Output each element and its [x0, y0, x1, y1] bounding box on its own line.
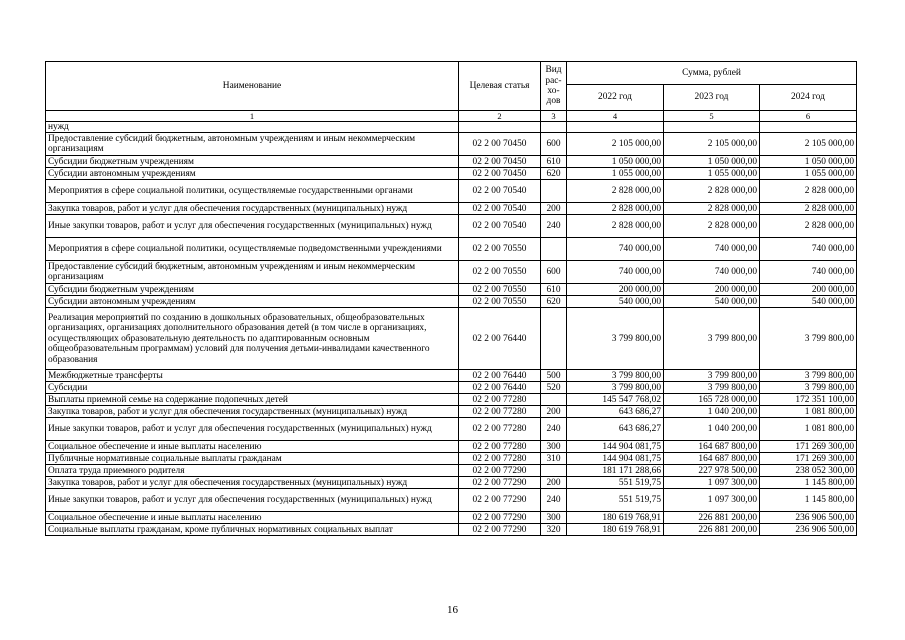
row-target-article: 02 2 00 77280: [459, 394, 541, 406]
row-amount-2024: 3 799 800,00: [760, 308, 857, 370]
row-amount-2023: 226 881 200,00: [664, 512, 760, 524]
row-expense-type: 500: [541, 370, 567, 382]
row-expense-type: [541, 122, 567, 133]
table-row: [46, 418, 857, 441]
row-amount-2024: 2 828 000,00: [760, 180, 857, 203]
row-amount-2022: 144 904 081,75: [567, 453, 664, 465]
row-target-article: 02 2 00 77290: [459, 465, 541, 477]
row-amount-2022: 2 828 000,00: [567, 180, 664, 203]
row-target-article: 02 2 00 70450: [459, 133, 541, 156]
row-name: Субсидии: [46, 382, 459, 394]
row-name: Социальные выплаты гражданам, кроме публичных нормативных социальных выплат: [46, 524, 459, 536]
row-target-article: 02 2 00 77290: [459, 477, 541, 489]
row-target-article: 02 2 00 70450: [459, 168, 541, 180]
table-row: [46, 477, 857, 489]
row-expense-type: 320: [541, 524, 567, 536]
column-index: 2: [459, 111, 541, 122]
header-name: Наименование: [46, 62, 459, 111]
header-2023: 2023 год: [664, 85, 760, 111]
table-row: [46, 441, 857, 453]
row-expense-type: [541, 238, 567, 261]
header-2022: 2022 год: [567, 85, 664, 111]
table-row: [46, 238, 857, 261]
row-amount-2022: 2 828 000,00: [567, 203, 664, 215]
table-row: [46, 406, 857, 418]
row-amount-2023: 1 040 200,00: [664, 406, 760, 418]
row-name: нужд: [46, 122, 459, 133]
table-row: [46, 489, 857, 512]
row-amount-2022: 145 547 768,02: [567, 394, 664, 406]
row-expense-type: 300: [541, 512, 567, 524]
row-expense-type: 520: [541, 382, 567, 394]
row-amount-2023: 740 000,00: [664, 261, 760, 284]
row-target-article: 02 2 00 70540: [459, 203, 541, 215]
row-name: Закупка товаров, работ и услуг для обеспечения государственных (муниципальных) нужд: [46, 406, 459, 418]
row-target-article: 02 2 00 77280: [459, 453, 541, 465]
row-amount-2024: 200 000,00: [760, 284, 857, 296]
row-name: Иные закупки товаров, работ и услуг для обеспечения государственных (муниципальных) нужд: [46, 215, 459, 238]
row-target-article: 02 2 00 70540: [459, 215, 541, 238]
row-name: Субсидии бюджетным учреждениям: [46, 284, 459, 296]
table-row: [46, 180, 857, 203]
row-target-article: 02 2 00 70550: [459, 261, 541, 284]
row-target-article: 02 2 00 77290: [459, 524, 541, 536]
row-expense-type: 240: [541, 215, 567, 238]
row-target-article: 02 2 00 77280: [459, 441, 541, 453]
row-amount-2023: 165 728 000,00: [664, 394, 760, 406]
row-name: Выплаты приемной семье на содержание подопечных детей: [46, 394, 459, 406]
row-expense-type: 200: [541, 406, 567, 418]
row-name: Закупка товаров, работ и услуг для обеспечения государственных (муниципальных) нужд: [46, 477, 459, 489]
row-expense-type: 200: [541, 203, 567, 215]
row-name: Иные закупки товаров, работ и услуг для обеспечения государственных (муниципальных) нужд: [46, 418, 459, 441]
row-expense-type: 240: [541, 418, 567, 441]
column-index: 3: [541, 111, 567, 122]
row-amount-2024: 2 105 000,00: [760, 133, 857, 156]
row-amount-2023: 164 687 800,00: [664, 453, 760, 465]
row-name: Межбюджетные трансферты: [46, 370, 459, 382]
row-amount-2023: 1 097 300,00: [664, 489, 760, 512]
row-amount-2022: 740 000,00: [567, 261, 664, 284]
row-amount-2024: 2 828 000,00: [760, 203, 857, 215]
table-row: [46, 261, 857, 284]
row-target-article: 02 2 00 76440: [459, 370, 541, 382]
table-row: [46, 453, 857, 465]
row-target-article: 02 2 00 70550: [459, 238, 541, 261]
row-target-article: 02 2 00 70450: [459, 156, 541, 168]
row-expense-type: 600: [541, 133, 567, 156]
header-2024: 2024 год: [760, 85, 857, 111]
table-row: [46, 524, 857, 536]
row-amount-2024: 236 906 500,00: [760, 524, 857, 536]
row-amount-2024: 1 145 800,00: [760, 477, 857, 489]
row-expense-type: 610: [541, 156, 567, 168]
row-expense-type: 610: [541, 284, 567, 296]
column-index: 1: [46, 111, 459, 122]
row-amount-2024: 238 052 300,00: [760, 465, 857, 477]
row-amount-2023: 1 040 200,00: [664, 418, 760, 441]
row-amount-2022: 181 171 288,66: [567, 465, 664, 477]
row-expense-type: 240: [541, 489, 567, 512]
row-amount-2022: 3 799 800,00: [567, 382, 664, 394]
row-name: Субсидии автономным учреждениям: [46, 168, 459, 180]
table-row: [46, 168, 857, 180]
row-expense-type: 200: [541, 477, 567, 489]
row-target-article: 02 2 00 70540: [459, 180, 541, 203]
row-amount-2023: 3 799 800,00: [664, 382, 760, 394]
row-amount-2023: 1 097 300,00: [664, 477, 760, 489]
row-name: Социальное обеспечение и иные выплаты населению: [46, 441, 459, 453]
row-amount-2023: 540 000,00: [664, 296, 760, 308]
row-amount-2024: [760, 122, 857, 133]
row-amount-2022: 1 055 000,00: [567, 168, 664, 180]
row-amount-2024: 1 050 000,00: [760, 156, 857, 168]
header-expense-type: Вид рас- хо- дов: [541, 62, 567, 111]
budget-table: [45, 61, 857, 536]
table-row: [46, 122, 857, 133]
row-target-article: 02 2 00 76440: [459, 308, 541, 370]
row-amount-2022: 3 799 800,00: [567, 308, 664, 370]
row-amount-2023: 226 881 200,00: [664, 524, 760, 536]
row-expense-type: 600: [541, 261, 567, 284]
row-amount-2022: 180 619 768,91: [567, 524, 664, 536]
row-expense-type: [541, 394, 567, 406]
row-amount-2024: 2 828 000,00: [760, 215, 857, 238]
row-name: Мероприятия в сфере социальной политики, осуществляемые государственными органами: [46, 180, 459, 203]
column-index-row: [46, 111, 857, 122]
row-target-article: [459, 122, 541, 133]
row-target-article: 02 2 00 70550: [459, 296, 541, 308]
row-amount-2023: 227 978 500,00: [664, 465, 760, 477]
row-amount-2022: 551 519,75: [567, 477, 664, 489]
row-amount-2022: 144 904 081,75: [567, 441, 664, 453]
row-amount-2023: 200 000,00: [664, 284, 760, 296]
row-amount-2023: 1 050 000,00: [664, 156, 760, 168]
header-target-article: Целевая статья: [459, 62, 541, 111]
row-amount-2024: 171 269 300,00: [760, 453, 857, 465]
row-amount-2022: 2 105 000,00: [567, 133, 664, 156]
row-amount-2024: 1 081 800,00: [760, 418, 857, 441]
table-row: [46, 203, 857, 215]
row-amount-2023: 2 828 000,00: [664, 203, 760, 215]
row-amount-2022: 200 000,00: [567, 284, 664, 296]
row-amount-2023: [664, 122, 760, 133]
table-row: [46, 394, 857, 406]
row-amount-2022: 740 000,00: [567, 238, 664, 261]
row-expense-type: 300: [541, 441, 567, 453]
row-expense-type: 620: [541, 296, 567, 308]
row-expense-type: [541, 308, 567, 370]
row-amount-2022: 3 799 800,00: [567, 370, 664, 382]
row-name: Предоставление субсидий бюджетным, автономным учреждениям и иным некоммерческим организациям: [46, 133, 459, 156]
column-index: 5: [664, 111, 760, 122]
row-amount-2024: 740 000,00: [760, 261, 857, 284]
table-row: [46, 370, 857, 382]
row-target-article: 02 2 00 77290: [459, 489, 541, 512]
row-target-article: 02 2 00 77280: [459, 418, 541, 441]
table-row: [46, 133, 857, 156]
row-name: Мероприятия в сфере социальной политики, осуществляемые подведомственными учреждениями: [46, 238, 459, 261]
row-expense-type: [541, 465, 567, 477]
row-amount-2022: 643 686,27: [567, 406, 664, 418]
row-name: Публичные нормативные социальные выплаты гражданам: [46, 453, 459, 465]
row-name: Субсидии автономным учреждениям: [46, 296, 459, 308]
row-name: Закупка товаров, работ и услуг для обеспечения государственных (муниципальных) нужд: [46, 203, 459, 215]
row-name: Оплата труда приемного родителя: [46, 465, 459, 477]
row-amount-2024: 1 145 800,00: [760, 489, 857, 512]
table-row: [46, 465, 857, 477]
column-index: 6: [760, 111, 857, 122]
row-name: Иные закупки товаров, работ и услуг для обеспечения государственных (муниципальных) нужд: [46, 489, 459, 512]
row-amount-2022: 2 828 000,00: [567, 215, 664, 238]
table-row: [46, 215, 857, 238]
row-name: Субсидии бюджетным учреждениям: [46, 156, 459, 168]
row-target-article: 02 2 00 77280: [459, 406, 541, 418]
row-name: Социальное обеспечение и иные выплаты населению: [46, 512, 459, 524]
table-row: [46, 296, 857, 308]
table-row: [46, 284, 857, 296]
row-target-article: 02 2 00 70550: [459, 284, 541, 296]
column-index: 4: [567, 111, 664, 122]
row-name: Реализация мероприятий по созданию в дошкольных образовательных, общеобразовательных организациях, организациях дополнительного образования детей (в том числе в организациях, осуществляющих образовательную деятельность по адаптированным основным общеобразовательным программам) условий для получения детьми-инвалидами качественного образования: [46, 308, 459, 370]
row-amount-2024: 540 000,00: [760, 296, 857, 308]
row-amount-2024: 1 081 800,00: [760, 406, 857, 418]
row-amount-2023: 3 799 800,00: [664, 308, 760, 370]
row-amount-2022: 1 050 000,00: [567, 156, 664, 168]
page-number: 16: [447, 604, 458, 616]
row-expense-type: [541, 180, 567, 203]
table-body: [46, 122, 857, 536]
row-expense-type: 310: [541, 453, 567, 465]
row-target-article: 02 2 00 76440: [459, 382, 541, 394]
row-amount-2022: 540 000,00: [567, 296, 664, 308]
row-amount-2023: 2 828 000,00: [664, 215, 760, 238]
row-amount-2023: 2 828 000,00: [664, 180, 760, 203]
row-amount-2023: 1 055 000,00: [664, 168, 760, 180]
row-amount-2022: [567, 122, 664, 133]
row-name: Предоставление субсидий бюджетным, автономным учреждениям и иным некоммерческим организациям: [46, 261, 459, 284]
row-amount-2024: 171 269 300,00: [760, 441, 857, 453]
row-amount-2022: 643 686,27: [567, 418, 664, 441]
row-amount-2024: 172 351 100,00: [760, 394, 857, 406]
table-row: [46, 382, 857, 394]
row-expense-type: 620: [541, 168, 567, 180]
row-amount-2024: 740 000,00: [760, 238, 857, 261]
table-row: [46, 308, 857, 370]
row-amount-2023: 2 105 000,00: [664, 133, 760, 156]
row-target-article: 02 2 00 77290: [459, 512, 541, 524]
row-amount-2022: 180 619 768,91: [567, 512, 664, 524]
row-amount-2024: 236 906 500,00: [760, 512, 857, 524]
table-row: [46, 512, 857, 524]
row-amount-2024: 3 799 800,00: [760, 370, 857, 382]
row-amount-2022: 551 519,75: [567, 489, 664, 512]
header-sum: Сумма, рублей: [567, 62, 857, 85]
row-amount-2023: 3 799 800,00: [664, 370, 760, 382]
row-amount-2024: 1 055 000,00: [760, 168, 857, 180]
row-amount-2023: 740 000,00: [664, 238, 760, 261]
row-amount-2024: 3 799 800,00: [760, 382, 857, 394]
table-row: [46, 156, 857, 168]
row-amount-2023: 164 687 800,00: [664, 441, 760, 453]
